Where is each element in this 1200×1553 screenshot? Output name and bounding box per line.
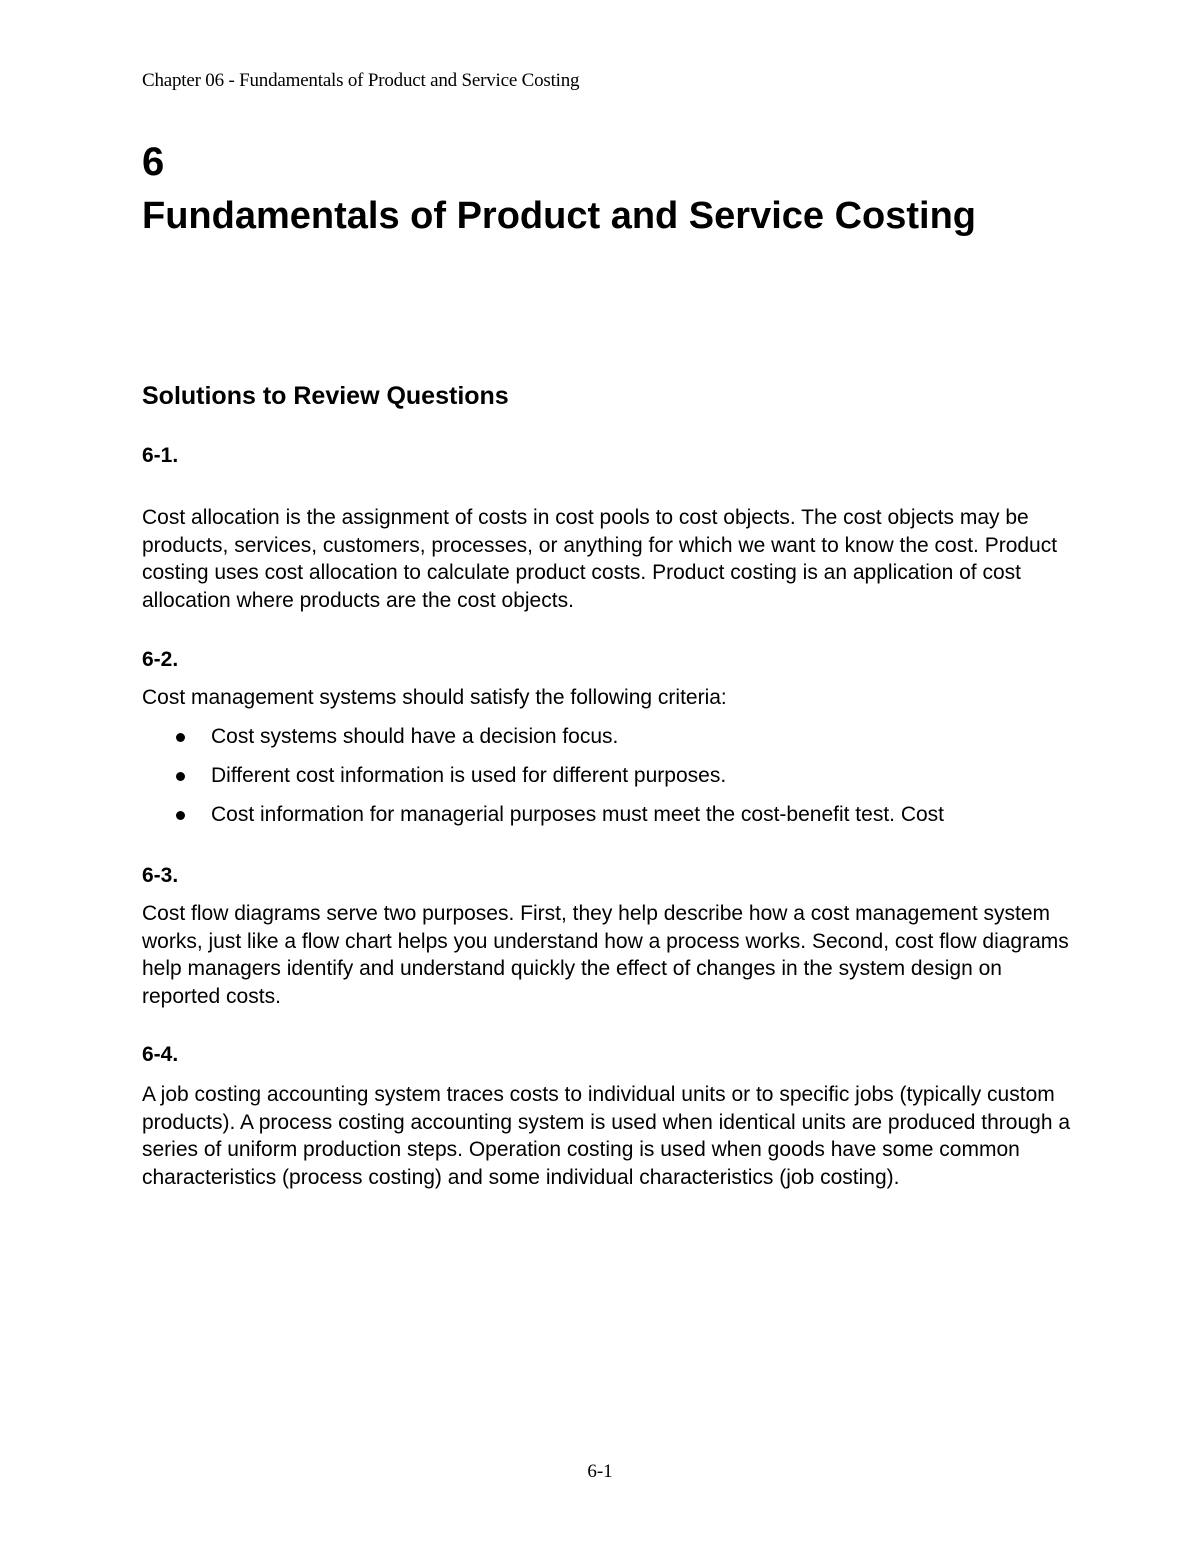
list-item-text: Cost systems should have a decision focus.: [211, 725, 619, 748]
bullet-icon: [176, 772, 185, 781]
list-item: [142, 762, 944, 801]
answer-6-1: Cost allocation is the assignment of costs in cost pools to cost objects. The cost objects may be products, services, customers, processes, or anything for which we want to know the cost. Product costing uses cost allocation to calculate product costs. Product costing is an application of cost allocation where products are the cost objects.: [142, 506, 1058, 612]
list-item-text: Cost information for managerial purposes must meet the cost-benefit test. Cost: [211, 803, 945, 826]
answer-6-2: Cost management systems should satisfy the following criteria:: [142, 686, 727, 709]
criteria-list: [142, 723, 944, 840]
list-item: [142, 723, 944, 762]
question-label-6-3: 6-3.: [142, 864, 179, 887]
bullet-icon: [176, 811, 185, 820]
running-header: Chapter 06 - Fundamentals of Product and Service Costing: [142, 70, 580, 91]
answer-6-4: A job costing accounting system traces costs to individual units or to specific jobs (typically custom products). A process costing accounting system is used when identical units are produced through a series of uniform production steps. Operation costing is used when goods have some common characteristics (process costing) and some individual characteristics (job costing).: [142, 1083, 1071, 1189]
chapter-number: 6: [142, 140, 165, 184]
question-label-6-2: 6-2.: [142, 648, 179, 671]
section-heading: Solutions to Review Questions: [142, 382, 509, 410]
list-item: [142, 801, 944, 840]
bullet-icon: [176, 733, 185, 742]
question-label-6-4: 6-4.: [142, 1043, 179, 1066]
answer-6-3: Cost flow diagrams serve two purposes. First, they help describe how a cost management system works, just like a flow chart helps you understand how a process works. Second, cost flow diagrams help managers identify and understand quickly the effect of changes in the system design on reported costs.: [142, 902, 1069, 1008]
list-item-text: Different cost information is used for different purposes.: [211, 764, 727, 787]
chapter-title: Fundamentals of Product and Service Costing: [142, 195, 977, 237]
question-label-6-1: 6-1.: [142, 444, 179, 467]
page-number: 6-1: [587, 1461, 613, 1482]
